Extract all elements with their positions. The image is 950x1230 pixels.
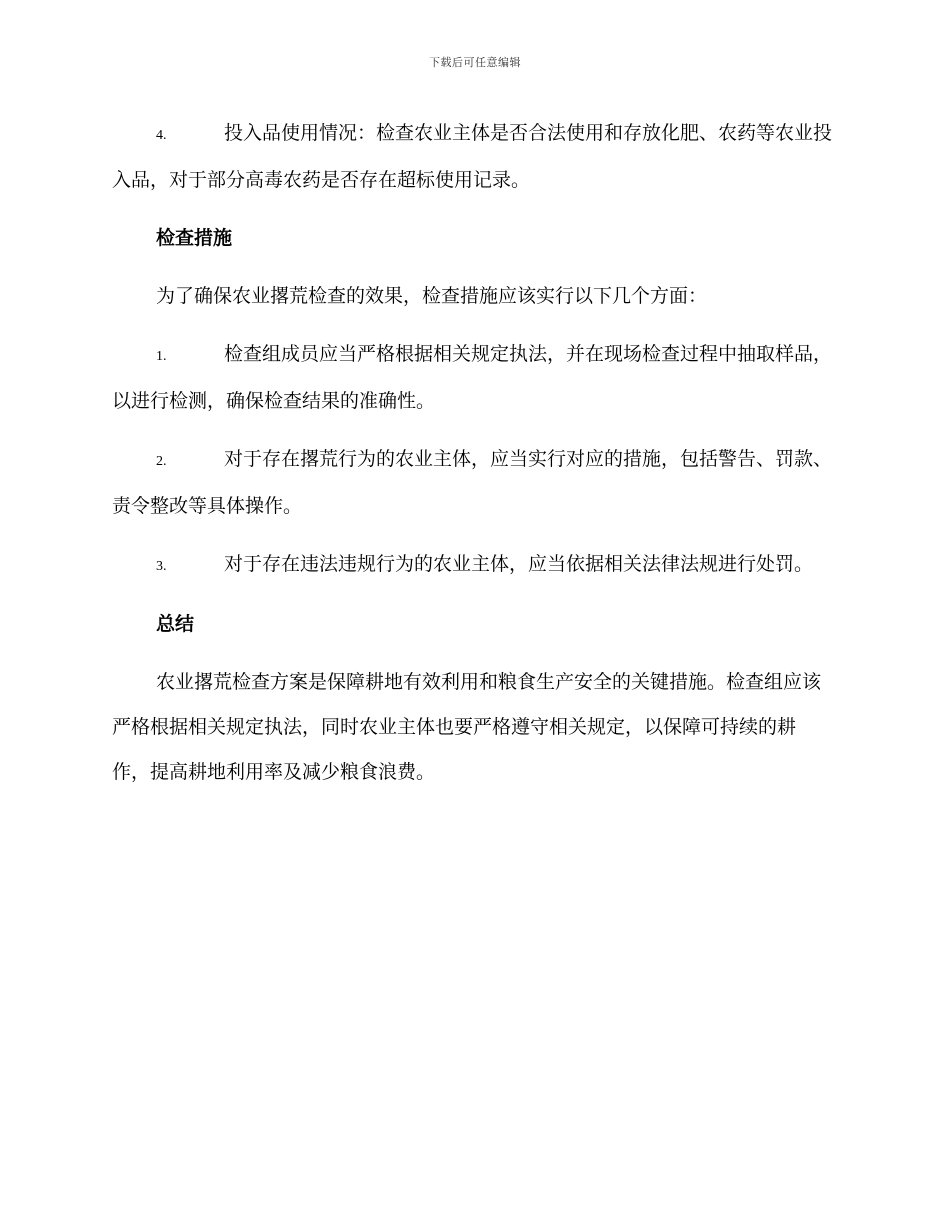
section-heading: 检查措施 [156, 227, 233, 249]
list-item-text: 投入品使用情况：检查农业主体是否合法使用和存放化肥、农药等农业投入品，对于部分高毒农药是否存在超标使用记录。 [112, 122, 833, 191]
list-item-text: 对于存在撂荒行为的农业主体，应当实行对应的措施，包括警告、罚款、责令整改等具体操作。 [112, 448, 833, 517]
list-number: 3. [156, 559, 167, 574]
list-number: 4. [156, 128, 167, 143]
paragraph: 为了确保农业撂荒检查的效果，检查措施应该实行以下几个方面： [156, 285, 708, 307]
list-item [112, 332, 832, 424]
list-item [112, 111, 832, 203]
list-item-text: 检查组成员应当严格根据相关规定执法，并在现场检查过程中抽取样品，以进行检测，确保检查结果的准确性。 [112, 343, 833, 412]
list-item [112, 437, 832, 529]
paragraph: 农业撂荒检查方案是保障耕地有效利用和粮食生产安全的关键措施。检查组应该严格根据相关规定执法，同时农业主体也要严格遵守相关规定，以保障可持续的耕作，提高耕地利用率及减少粮食浪费。 [112, 671, 822, 783]
list-number: 1. [156, 349, 167, 364]
page-header-note: 下载后可任意编辑 [429, 56, 521, 69]
list-item-text: 对于存在违法违规行为的农业主体，应当依据相关法律法规进行处罚。 [224, 553, 814, 575]
document-body [112, 111, 832, 808]
section-heading: 总结 [156, 613, 195, 635]
list-item [112, 542, 832, 589]
list-number: 2. [156, 454, 167, 469]
